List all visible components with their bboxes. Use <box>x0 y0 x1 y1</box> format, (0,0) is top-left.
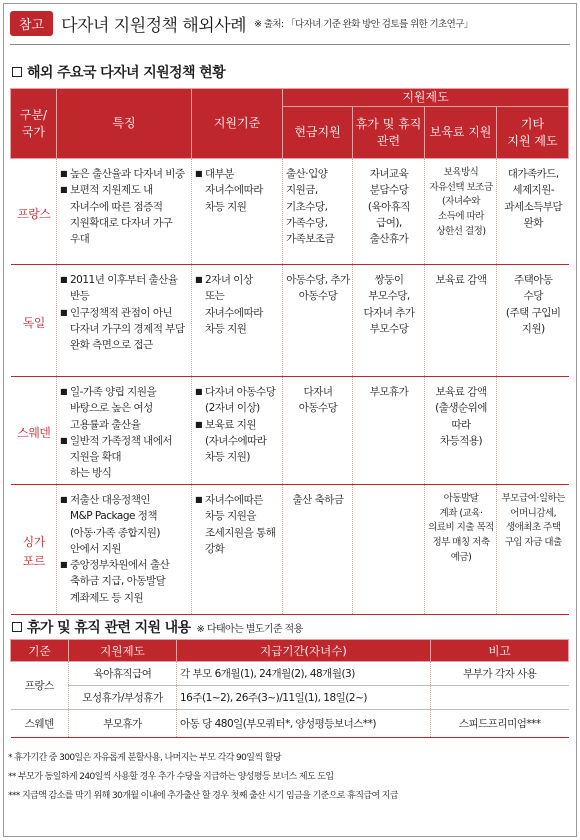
leave-cell <box>353 485 425 615</box>
page-title: 다자녀 지원정책 해외사례 <box>61 15 247 36</box>
criteria-cell <box>192 265 283 377</box>
header-remark: 비고 <box>431 640 569 662</box>
remark-cell <box>431 686 569 710</box>
cash-cell: 다자녀 아동수당 <box>283 377 353 485</box>
feature-item: ■ 저출산 대응정책인 M&P Package 정책 (아동·가족 종합지원) 안에서 지원 <box>60 492 189 557</box>
leave-cell: 자녀교육 분담수당 (육아휴직 급여), 출산휴가 <box>353 159 425 265</box>
feature-cell <box>57 377 192 485</box>
country-cell: 독일 <box>11 265 57 377</box>
leave-support-table <box>10 639 569 738</box>
period-cell: 16주(1~2), 26주(3~)/11일(1), 18일(2~) <box>177 686 431 710</box>
table-row-france <box>11 159 569 265</box>
system-cell: 모성휴가/부성휴가 <box>69 686 177 710</box>
square-bullet-icon <box>12 67 22 77</box>
section-heading-1: 해외 주요국 다자녀 지원정책 현황 <box>12 62 225 82</box>
feature-item: ■ 인구정책적 관점이 아닌 다자녀 가구의 경제적 부담 완화 측면으로 접근 <box>60 305 189 354</box>
other-cell: 대가족카드, 세제지원- 과세소득부담 완화 <box>497 159 569 265</box>
feature-cell <box>57 159 192 265</box>
period-cell: 각 부모 6개월(1), 24개월(2), 48개월(3) <box>177 662 431 686</box>
leave-cell: 부모휴가 <box>353 377 425 485</box>
feature-cell <box>57 485 192 615</box>
cash-cell: 출산·입양 지원금, 기초수당, 가족수당, 가족보조금 <box>283 159 353 265</box>
leave-cell: 쌍둥이 부모수당, 다자녀 추가 부모수당 <box>353 265 425 377</box>
cash-cell: 출산 축하금 <box>283 485 353 615</box>
table-row-sweden <box>11 377 569 485</box>
header-cash: 현금지원 <box>283 107 353 159</box>
footnote-2: ** 부모가 동일하게 240일씩 사용할 경우 추가 수당을 지급하는 양성평등 보너스 제도 도입 <box>8 772 334 782</box>
table-row <box>11 662 569 686</box>
other-cell: 주택아동 수당 (주택 구입비 지원) <box>497 265 569 377</box>
feature-item: ■ 높은 출산율과 다자녀 비중 <box>60 166 189 182</box>
overseas-policy-table <box>10 88 569 615</box>
criteria-item: ■ 다자녀 아동수당 (2자녀 이상) <box>195 384 280 417</box>
country-cell: 스웨덴 <box>11 710 69 738</box>
header-period: 지급기간(자녀수) <box>177 640 431 662</box>
header-childcare: 보육료 지원 <box>425 107 497 159</box>
country-cell: 싱가 포르 <box>11 485 57 615</box>
header-country: 구분/ 국가 <box>11 89 57 159</box>
header-basis: 기준 <box>11 640 69 662</box>
remark-cell: 부부가 각자 사용 <box>431 662 569 686</box>
criteria-cell <box>192 485 283 615</box>
childcare-cell: 보육료 감액 <box>425 265 497 377</box>
source-note: ※ 출처: 「다자녀 기준 완화 방안 검토를 위한 기초연구」 <box>254 19 473 30</box>
country-cell: 스웨덴 <box>11 377 57 485</box>
header-leave: 휴가 및 휴직 관련 <box>353 107 425 159</box>
childcare-cell: 아동발달 계좌 (교육·의료비 지출 목적 정부 매칭 저축 예금) <box>425 485 497 615</box>
page-header <box>10 10 473 36</box>
criteria-item: ■ 보육료 지원 (자녀수에따라 차등 지원) <box>195 417 280 466</box>
system-cell: 육아휴직급여 <box>69 662 177 686</box>
header-support-system: 지원제도 <box>283 89 569 107</box>
feature-cell <box>57 265 192 377</box>
header-criteria: 지원기준 <box>192 89 283 159</box>
feature-item: ■ 일-가족 양립 지원을 바탕으로 높은 여성 고용률과 출산율 <box>60 384 189 433</box>
header-other: 기타 지원 제도 <box>497 107 569 159</box>
criteria-item: ■ 자녀수에따른 차등 지원을 조세지원을 통해 강화 <box>195 492 280 557</box>
feature-item: ■ 보편적 지원제도 내 자녀수에 따른 점증적 지원확대로 다자녀 가구 우대 <box>60 182 189 247</box>
childcare-cell: 보육료 감액 (출생순위에 따라 차등적용) <box>425 377 497 485</box>
square-bullet-icon <box>12 622 22 632</box>
section-note: ※ 다태아는 별도기준 적용 <box>196 623 303 635</box>
reference-badge: 참고 <box>10 11 53 36</box>
feature-item: ■ 일반적 가족정책 내에서 지원을 확대 하는 방식 <box>60 433 189 482</box>
feature-item: ■ 중앙정부차원에서 출산 축하금 지급, 아동발달 계좌제도 등 지원 <box>60 557 189 606</box>
other-cell: 부모급여·일하는 어머니감세, 생애최초 주택 구입 자금 대출 <box>497 485 569 615</box>
footnote-3: *** 지급액 감소를 막기 위해 30개월 이내에 추가출산 할 경우 첫째 출산 시기 임금을 기준으로 휴직급여 지급 <box>8 791 398 801</box>
system-cell: 부모휴가 <box>69 710 177 738</box>
other-cell <box>497 377 569 485</box>
header-feature: 특징 <box>57 89 192 159</box>
criteria-item: ■ 대부분 자녀수에따라 차등 지원 <box>195 166 280 215</box>
section-heading-2: 휴가 및 휴직 관련 지원 내용 ※ 다태아는 별도기준 적용 <box>12 617 303 637</box>
header-divider <box>10 44 570 45</box>
criteria-cell <box>192 377 283 485</box>
feature-item: ■ 2011년 이후부터 출산율 반등 <box>60 272 189 305</box>
table-row-germany <box>11 265 569 377</box>
period-cell: 아동 당 480일(부모쿼터*, 양성평등보너스**) <box>177 710 431 738</box>
cash-cell: 아동수당, 추가 아동수당 <box>283 265 353 377</box>
table-row <box>11 710 569 738</box>
country-cell: 프랑스 <box>11 159 57 265</box>
footnote-1: * 휴가기간 중 300일은 자유롭게 분할사용, 나머지는 부모 각각 90일씩 할당 <box>8 753 281 763</box>
criteria-item: ■ 2자녀 이상 또는 자녀수에따라 차등 지원 <box>195 272 280 337</box>
country-cell: 프랑스 <box>11 662 69 710</box>
header-system: 지원제도 <box>69 640 177 662</box>
remark-cell: 스피드프리미엄*** <box>431 710 569 738</box>
criteria-cell <box>192 159 283 265</box>
table-row-singapore <box>11 485 569 615</box>
table-row <box>11 686 569 710</box>
childcare-cell: 보육방식 자유선택 보조금 (자녀수와 소득에 따라 상한선 결정) <box>425 159 497 265</box>
